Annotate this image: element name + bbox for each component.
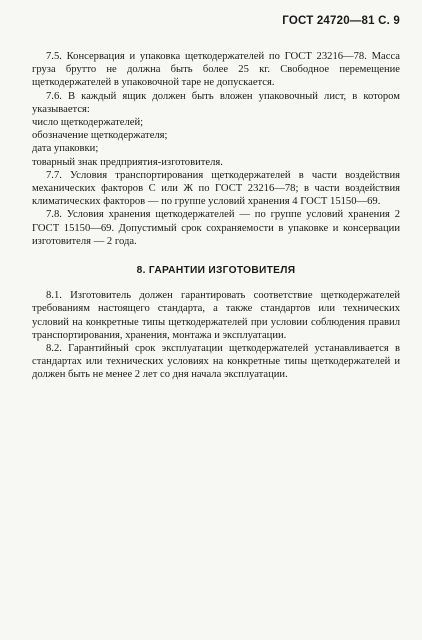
paragraph-7-7: 7.7. Условия транспортирования щеткодержателей в части воздействия механических факторов С или Ж по ГОСТ 23216—78; в части воздействия климатических факторов — по группе условий хранения 4 ГОСТ 15150—69. xyxy=(32,169,400,208)
page-header: ГОСТ 24720—81 С. 9 xyxy=(282,15,400,27)
list-item: товарный знак предприятия-изготовителя. xyxy=(32,156,223,168)
list-item: обозначение щеткодержателя; xyxy=(32,130,168,142)
section-title: 8. ГАРАНТИИ ИЗГОТОВИТЕЛЯ xyxy=(136,265,296,277)
paragraph-7-5: 7.5. Консервация и упаковка щеткодержателей по ГОСТ 23216—78. Масса груза брутто не должна быть более 25 кг. Свободное перемещение щеткодержателей в упаковочной таре не допускается. xyxy=(32,51,400,89)
paragraph-8-2: 8.2. Гарантийный срок эксплуатации щеткодержателей устанавливается в стандартах или технических условиях на конкретные типы щеткодержателей и должен быть не менее 2 лет со дня начала эксплуатации. xyxy=(32,343,400,381)
list-item: дата упаковки; xyxy=(32,143,99,155)
paragraph-7-8: 7.8. Условия хранения щеткодержателей — по группе условий хранения 2 ГОСТ 15150—69. Допустимый срок сохраняемости в упаковке и консервации изготовителя — 2 года. xyxy=(32,209,400,247)
document-body xyxy=(32,50,400,382)
paragraph-8-1: 8.1. Изготовитель должен гарантировать соответствие щеткодержателей требованиям настоящего стандарта, а также стандартов или технических условий на конкретные типы щеткодержателей при условии соблюдения правил транспортирования, хранения, монтажа и эксплуатации. xyxy=(32,290,400,341)
list-item: число щеткодержателей; xyxy=(32,117,144,129)
paragraph-7-6: 7.6. В каждый ящик должен быть вложен упаковочный лист, в котором указывается: xyxy=(32,90,400,115)
